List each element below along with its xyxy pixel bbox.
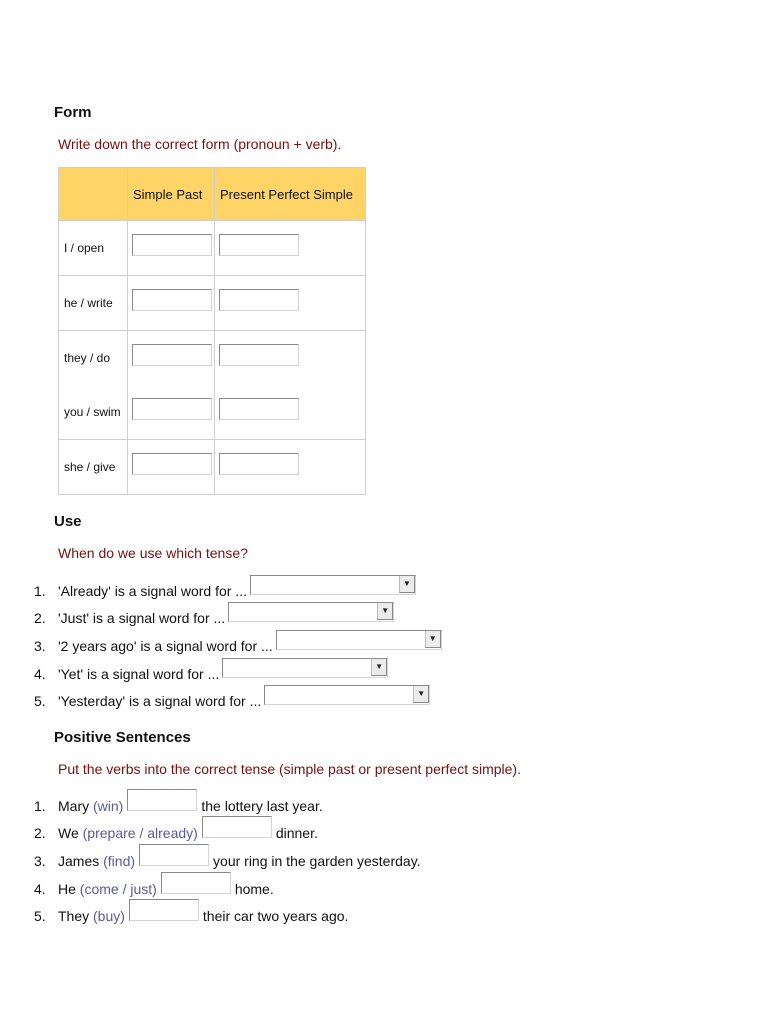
question-text: '2 years ago' is a signal word for ...: [58, 637, 273, 654]
list-item: [34, 687, 442, 715]
sentence-start: We: [58, 825, 79, 842]
answer-input-2[interactable]: [202, 816, 272, 838]
list-item: [34, 902, 421, 930]
use-question-list: [34, 577, 442, 715]
sentence-start: Mary: [58, 797, 90, 814]
sentence-end: dinner.: [275, 825, 318, 842]
chevron-down-icon[interactable]: ▼: [377, 603, 393, 620]
chevron-down-icon[interactable]: ▼: [413, 686, 429, 703]
use-heading: Use: [54, 513, 82, 530]
chevron-down-icon[interactable]: ▼: [399, 576, 415, 593]
row-subject: they / do: [59, 331, 128, 386]
chevron-down-icon[interactable]: ▼: [425, 631, 441, 648]
sentence-end: the lottery last year.: [201, 797, 323, 814]
table-row: [59, 221, 366, 276]
sentence-start: They: [58, 908, 90, 925]
verb-hint: (win): [93, 797, 124, 814]
answer-input-4[interactable]: [161, 872, 231, 894]
item-number: 1.: [34, 582, 46, 599]
form-heading: Form: [54, 104, 92, 121]
simple-past-input-2[interactable]: [132, 289, 212, 311]
tense-select-5[interactable]: [264, 685, 430, 705]
question-text: 'Yet' is a signal word for ...: [58, 665, 220, 682]
sentence-end: their car two years ago.: [202, 908, 349, 925]
item-number: 2.: [34, 825, 46, 842]
sentence-end: home.: [234, 880, 274, 897]
list-item: [34, 660, 442, 688]
table-row: [59, 331, 366, 386]
row-subject: you / swim: [59, 385, 128, 440]
tense-select-4[interactable]: [222, 658, 388, 678]
item-number: 5.: [34, 693, 46, 710]
row-subject: she / give: [59, 440, 128, 495]
item-number: 3.: [34, 852, 46, 869]
item-number: 5.: [34, 908, 46, 925]
present-perfect-input-1[interactable]: [219, 234, 299, 256]
form-table: [58, 167, 366, 495]
use-instruction: When do we use which tense?: [58, 545, 248, 561]
chevron-down-icon[interactable]: ▼: [371, 659, 387, 676]
header-simple-past: Simple Past: [128, 168, 215, 221]
item-number: 4.: [34, 665, 46, 682]
present-perfect-input-3[interactable]: [219, 344, 299, 366]
table-row: [59, 276, 366, 331]
answer-input-5[interactable]: [129, 899, 199, 921]
present-perfect-input-5[interactable]: [219, 453, 299, 475]
verb-hint: (come / just): [79, 880, 157, 897]
answer-input-1[interactable]: [127, 789, 197, 811]
header-present-perfect: Present Perfect Simple: [215, 168, 366, 221]
question-text: 'Just' is a signal word for ...: [58, 610, 226, 627]
tense-select-3[interactable]: [276, 630, 442, 650]
item-number: 2.: [34, 610, 46, 627]
simple-past-input-1[interactable]: [132, 234, 212, 256]
present-perfect-input-2[interactable]: [219, 289, 299, 311]
tense-select-2[interactable]: [228, 602, 394, 622]
item-number: 1.: [34, 797, 46, 814]
form-table-header: [59, 168, 366, 221]
positive-instruction: Put the verbs into the correct tense (simple past or present perfect simple).: [58, 761, 521, 777]
sentence-end: your ring in the garden yesterday.: [213, 852, 421, 869]
row-subject: I / open: [59, 221, 128, 276]
positive-heading: Positive Sentences: [54, 729, 191, 746]
verb-hint: (prepare / already): [82, 825, 198, 842]
list-item: [34, 632, 442, 660]
verb-hint: (find): [103, 852, 136, 869]
form-instruction: Write down the correct form (pronoun + verb).: [58, 136, 342, 152]
answer-input-3[interactable]: [139, 844, 209, 866]
question-text: 'Already' is a signal word for ...: [58, 582, 247, 599]
table-row: [59, 385, 366, 440]
list-item: [34, 875, 421, 903]
present-perfect-input-4[interactable]: [219, 398, 299, 420]
tense-select-1[interactable]: [250, 575, 416, 595]
simple-past-input-3[interactable]: [132, 344, 212, 366]
list-item: [34, 605, 442, 633]
item-number: 4.: [34, 880, 46, 897]
sentence-start: He: [58, 880, 76, 897]
verb-hint: (buy): [93, 908, 125, 925]
header-blank: [59, 168, 128, 221]
sentence-start: James: [58, 852, 100, 869]
simple-past-input-4[interactable]: [132, 398, 212, 420]
simple-past-input-5[interactable]: [132, 453, 212, 475]
list-item: [34, 577, 442, 605]
row-subject: he / write: [59, 276, 128, 331]
positive-sentence-list: [34, 792, 421, 930]
item-number: 3.: [34, 637, 46, 654]
list-item: [34, 820, 421, 848]
question-text: 'Yesterday' is a signal word for ...: [58, 693, 262, 710]
table-row: [59, 440, 366, 495]
